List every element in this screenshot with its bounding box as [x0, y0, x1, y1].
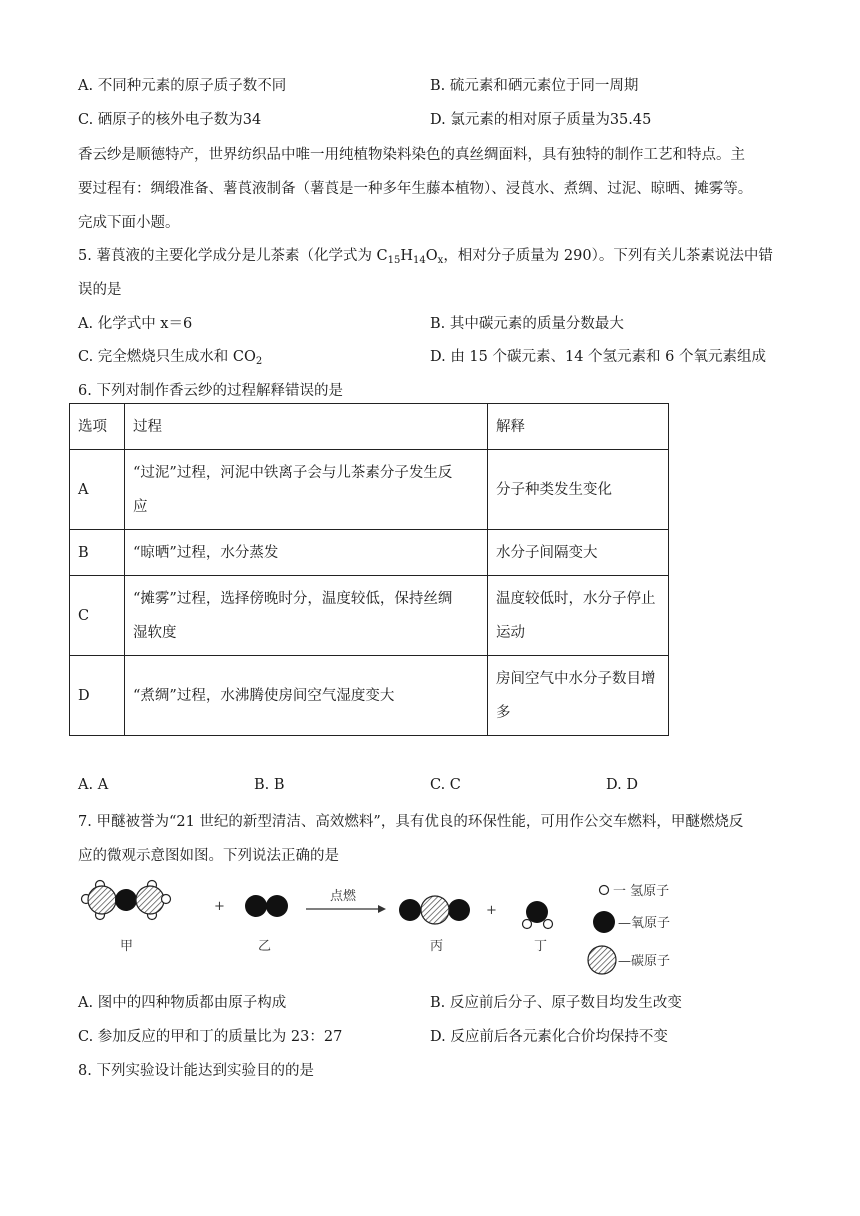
- carbon-atom: [136, 886, 164, 914]
- table-header-cell: 解释: [488, 404, 669, 450]
- table-row: [70, 450, 669, 530]
- q7-stem-line-2: 应的微观示意图如图。下列说法正确的是: [78, 848, 339, 864]
- legend: [588, 884, 670, 974]
- molecule-bing: [399, 896, 470, 924]
- hydrogen-atom: [544, 920, 553, 929]
- molecule-yi: [245, 895, 288, 917]
- reaction-microscopic-diagram: [70, 868, 710, 976]
- q4-option-b: B. 硫元素和硒元素位于同一周期: [430, 78, 639, 94]
- q6-answer-c: C. C: [430, 777, 461, 793]
- carbon-atom: [88, 886, 116, 914]
- table-header-cell: 选项: [70, 404, 125, 450]
- q6-table: [69, 403, 669, 736]
- reaction-arrow: [306, 905, 386, 913]
- table-cell-option: A: [70, 450, 125, 530]
- q7-option-d: D. 反应前后各元素化合价均保持不变: [430, 1029, 668, 1045]
- table-row: [70, 530, 669, 576]
- q6-stem: 6. 下列对制作香云纱的过程解释错误的是: [78, 383, 343, 399]
- oxygen-atom: [115, 889, 137, 911]
- q4-option-a: A. 不同种元素的原子质子数不同: [78, 78, 287, 94]
- intro-line-2: 要过程有：绸缎准备、薯莨液制备（薯莨是一种多年生藤本植物）、浸莨水、煮绸、过泥、晾晒、摊雾等。: [78, 181, 753, 197]
- q5-option-a: A. 化学式中 x＝6: [78, 316, 193, 332]
- table-cell-option: C: [70, 576, 125, 656]
- label-jia: 甲: [120, 939, 134, 954]
- ignite-label: 点燃: [330, 889, 357, 904]
- table-row: [70, 576, 669, 656]
- legend-carbon-icon: [588, 946, 616, 974]
- hydrogen-atom: [523, 920, 532, 929]
- intro-line-3: 完成下面小题。: [78, 215, 180, 231]
- q7-option-a: A. 图中的四种物质都由原子构成: [78, 995, 287, 1011]
- table-cell-explanation: 房间空气中水分子数目增 多: [488, 656, 669, 736]
- legend-oxygen-label: —氧原子: [618, 916, 671, 931]
- q5-option-d: D. 由 15 个碳元素、14 个氢元素和 6 个氧元素组成: [430, 349, 766, 365]
- q5-stem: 5. 薯莨液的主要化学成分是儿茶素（化学式为 $C_{15}H_{14}O_x$，相对分子质量为 290）。下列有关儿茶素说法中错: [78, 248, 773, 266]
- table-cell-process: “摊雾”过程，选择傍晚时分，温度较低，保持丝绸 湿软度: [125, 576, 488, 656]
- intro-line-1: 香云纱是顺德特产，世界纺织品中唯一用纯植物染料染色的真丝绸面料，具有独特的制作工艺和特点。主: [78, 147, 745, 163]
- label-bing: 丙: [430, 939, 444, 954]
- q6-answer-b: B. B: [254, 777, 285, 793]
- q6-answer-a: A. A: [78, 777, 109, 793]
- legend-hydrogen-icon: [600, 886, 609, 895]
- legend-hydrogen-label: 一 氢原子: [613, 884, 670, 899]
- table-header-cell: 过程: [125, 404, 488, 450]
- legend-oxygen-icon: [593, 911, 615, 933]
- q7-stem-line-1: 7. 甲醚被誉为“21 世纪的新型清洁、高效燃料”，具有优良的环保性能，可用作公交车燃料，甲醚燃烧反: [78, 814, 744, 830]
- table-cell-process: “过泥”过程，河泥中铁离子会与儿茶素分子发生反 应: [125, 450, 488, 530]
- table-cell-explanation: 分子种类发生变化: [488, 450, 669, 530]
- oxygen-atom: [266, 895, 288, 917]
- molecule-ding: [523, 901, 553, 929]
- oxygen-atom: [399, 899, 421, 921]
- q7-option-c: C. 参加反应的甲和丁的质量比为 23：27: [78, 1029, 343, 1045]
- q4-option-d: D. 氯元素的相对原子质量为35.45: [430, 112, 652, 128]
- q8-stem: 8. 下列实验设计能达到实验目的的是: [78, 1063, 314, 1079]
- label-ding: 丁: [534, 939, 548, 954]
- table-row: [70, 656, 669, 736]
- hydrogen-atom: [162, 895, 171, 904]
- table-cell-option: D: [70, 656, 125, 736]
- table-cell-option: B: [70, 530, 125, 576]
- table-cell-process: “煮绸”过程，水沸腾使房间空气湿度变大: [125, 656, 488, 736]
- plus-sign: +: [486, 903, 497, 918]
- q5-option-b: B. 其中碳元素的质量分数最大: [430, 316, 624, 332]
- q5-option-c: C. 完全燃烧只生成水和 $CO_2$: [78, 349, 263, 367]
- q5-stem-line-2: 误的是: [78, 282, 122, 298]
- plus-sign: +: [214, 899, 225, 914]
- table-cell-explanation: 温度较低时，水分子停止 运动: [488, 576, 669, 656]
- table-cell-process: “晾晒”过程，水分蒸发: [125, 530, 488, 576]
- q6-answer-d: D. D: [606, 777, 638, 793]
- table-header-row: [70, 404, 669, 450]
- q7-option-b: B. 反应前后分子、原子数目均发生改变: [430, 995, 682, 1011]
- label-yi: 乙: [258, 939, 272, 954]
- oxygen-atom: [245, 895, 267, 917]
- oxygen-atom: [448, 899, 470, 921]
- legend-carbon-label: —碳原子: [618, 954, 671, 969]
- carbon-atom: [421, 896, 449, 924]
- q4-option-c: C. 硒原子的核外电子数为34: [78, 112, 262, 128]
- molecule-jia: [82, 881, 171, 920]
- table-cell-explanation: 水分子间隔变大: [488, 530, 669, 576]
